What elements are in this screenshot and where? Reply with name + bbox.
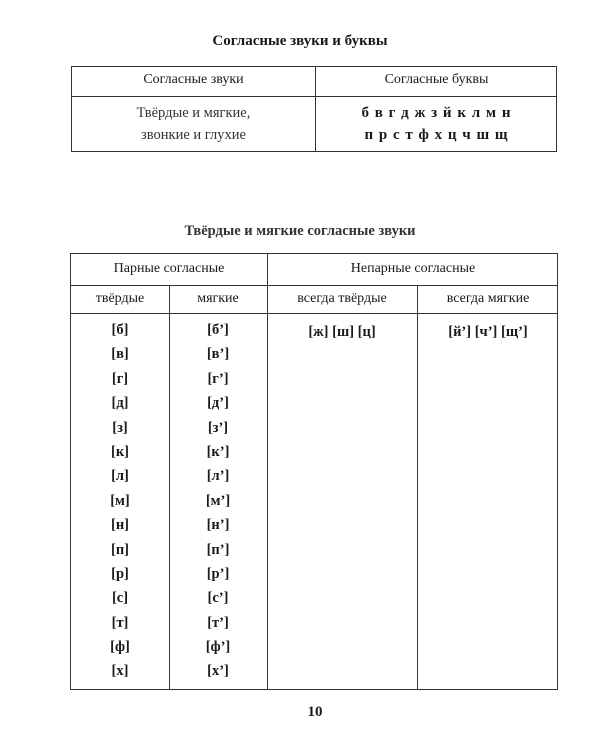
letters-line-1: б в г д ж з й к л м н bbox=[361, 105, 512, 121]
soft-sound: [б’] bbox=[207, 322, 229, 338]
soft-sound: [к’] bbox=[206, 443, 230, 460]
sounds-cell bbox=[72, 102, 315, 146]
letters-cell bbox=[315, 102, 558, 146]
header-letters: Согласные буквы bbox=[384, 72, 489, 87]
hard-sound: [б] bbox=[111, 322, 129, 338]
hard-sound: [ф] bbox=[110, 639, 130, 656]
soft-sound: [н’] bbox=[206, 517, 230, 534]
subheader-soft: мягкие bbox=[197, 291, 239, 306]
always-soft-sounds: [й’] [ч’] [щ’] bbox=[448, 324, 528, 340]
section-title-hard-soft: Твёрдые и мягкие согласные звуки bbox=[184, 223, 416, 239]
header-divider-2 bbox=[71, 313, 557, 314]
soft-sound: [п’] bbox=[206, 541, 230, 558]
soft-sound: [д’] bbox=[207, 395, 229, 412]
sounds-line-2: звонкие и глухие bbox=[141, 127, 246, 143]
soft-sounds-column bbox=[169, 318, 267, 684]
hard-soft-table bbox=[70, 253, 558, 690]
divider-paired-unpaired bbox=[267, 254, 268, 689]
soft-sound: [т’] bbox=[207, 614, 229, 631]
hard-sound: [к] bbox=[110, 443, 129, 460]
soft-sound: [в’] bbox=[206, 346, 230, 363]
always-hard-sounds: [ж] [ш] [ц] bbox=[308, 324, 376, 340]
section-title-consonants: Согласные звуки и буквы bbox=[212, 33, 388, 49]
consonants-table bbox=[71, 66, 557, 152]
soft-sound: [х’] bbox=[207, 663, 229, 680]
subheader-always-hard: всегда твёрдые bbox=[297, 291, 387, 306]
soft-sound: [ф’] bbox=[205, 639, 231, 656]
hard-sound: [д] bbox=[111, 395, 129, 412]
hard-sound: [с] bbox=[111, 590, 129, 607]
header-paired: Парные согласные bbox=[113, 261, 225, 276]
hard-sound: [м] bbox=[110, 492, 130, 509]
soft-sound: [с’] bbox=[207, 590, 229, 607]
hard-sound: [н] bbox=[110, 517, 129, 534]
soft-sound: [м’] bbox=[205, 492, 231, 509]
soft-sound: [л’] bbox=[206, 468, 230, 485]
hard-sound: [т] bbox=[111, 614, 129, 631]
hard-sound: [х] bbox=[111, 663, 129, 680]
header-divider-1 bbox=[71, 285, 557, 286]
divider-always bbox=[417, 285, 418, 689]
hard-sounds-column bbox=[71, 318, 169, 684]
header-divider bbox=[72, 96, 556, 97]
soft-sound: [р’] bbox=[206, 565, 230, 582]
hard-sound: [л] bbox=[111, 468, 129, 485]
sounds-line-1: Твёрдые и мягкие, bbox=[136, 105, 251, 121]
hard-sound: [р] bbox=[111, 565, 129, 582]
subheader-hard: твёрдые bbox=[95, 291, 145, 306]
subheader-always-soft: всегда мягкие bbox=[446, 291, 530, 306]
soft-sound: [г’] bbox=[207, 370, 229, 387]
page-number: 10 bbox=[307, 704, 323, 720]
hard-sound: [з] bbox=[112, 419, 128, 436]
letters-line-2: п р с т ф х ц ч ш щ bbox=[364, 127, 509, 143]
hard-sound: [в] bbox=[111, 346, 129, 363]
header-sounds: Согласные звуки bbox=[143, 72, 244, 87]
soft-sound: [з’] bbox=[207, 419, 229, 436]
hard-sound: [г] bbox=[111, 370, 129, 387]
hard-sound: [п] bbox=[110, 541, 129, 558]
header-unpaired: Непарные согласные bbox=[350, 261, 476, 276]
